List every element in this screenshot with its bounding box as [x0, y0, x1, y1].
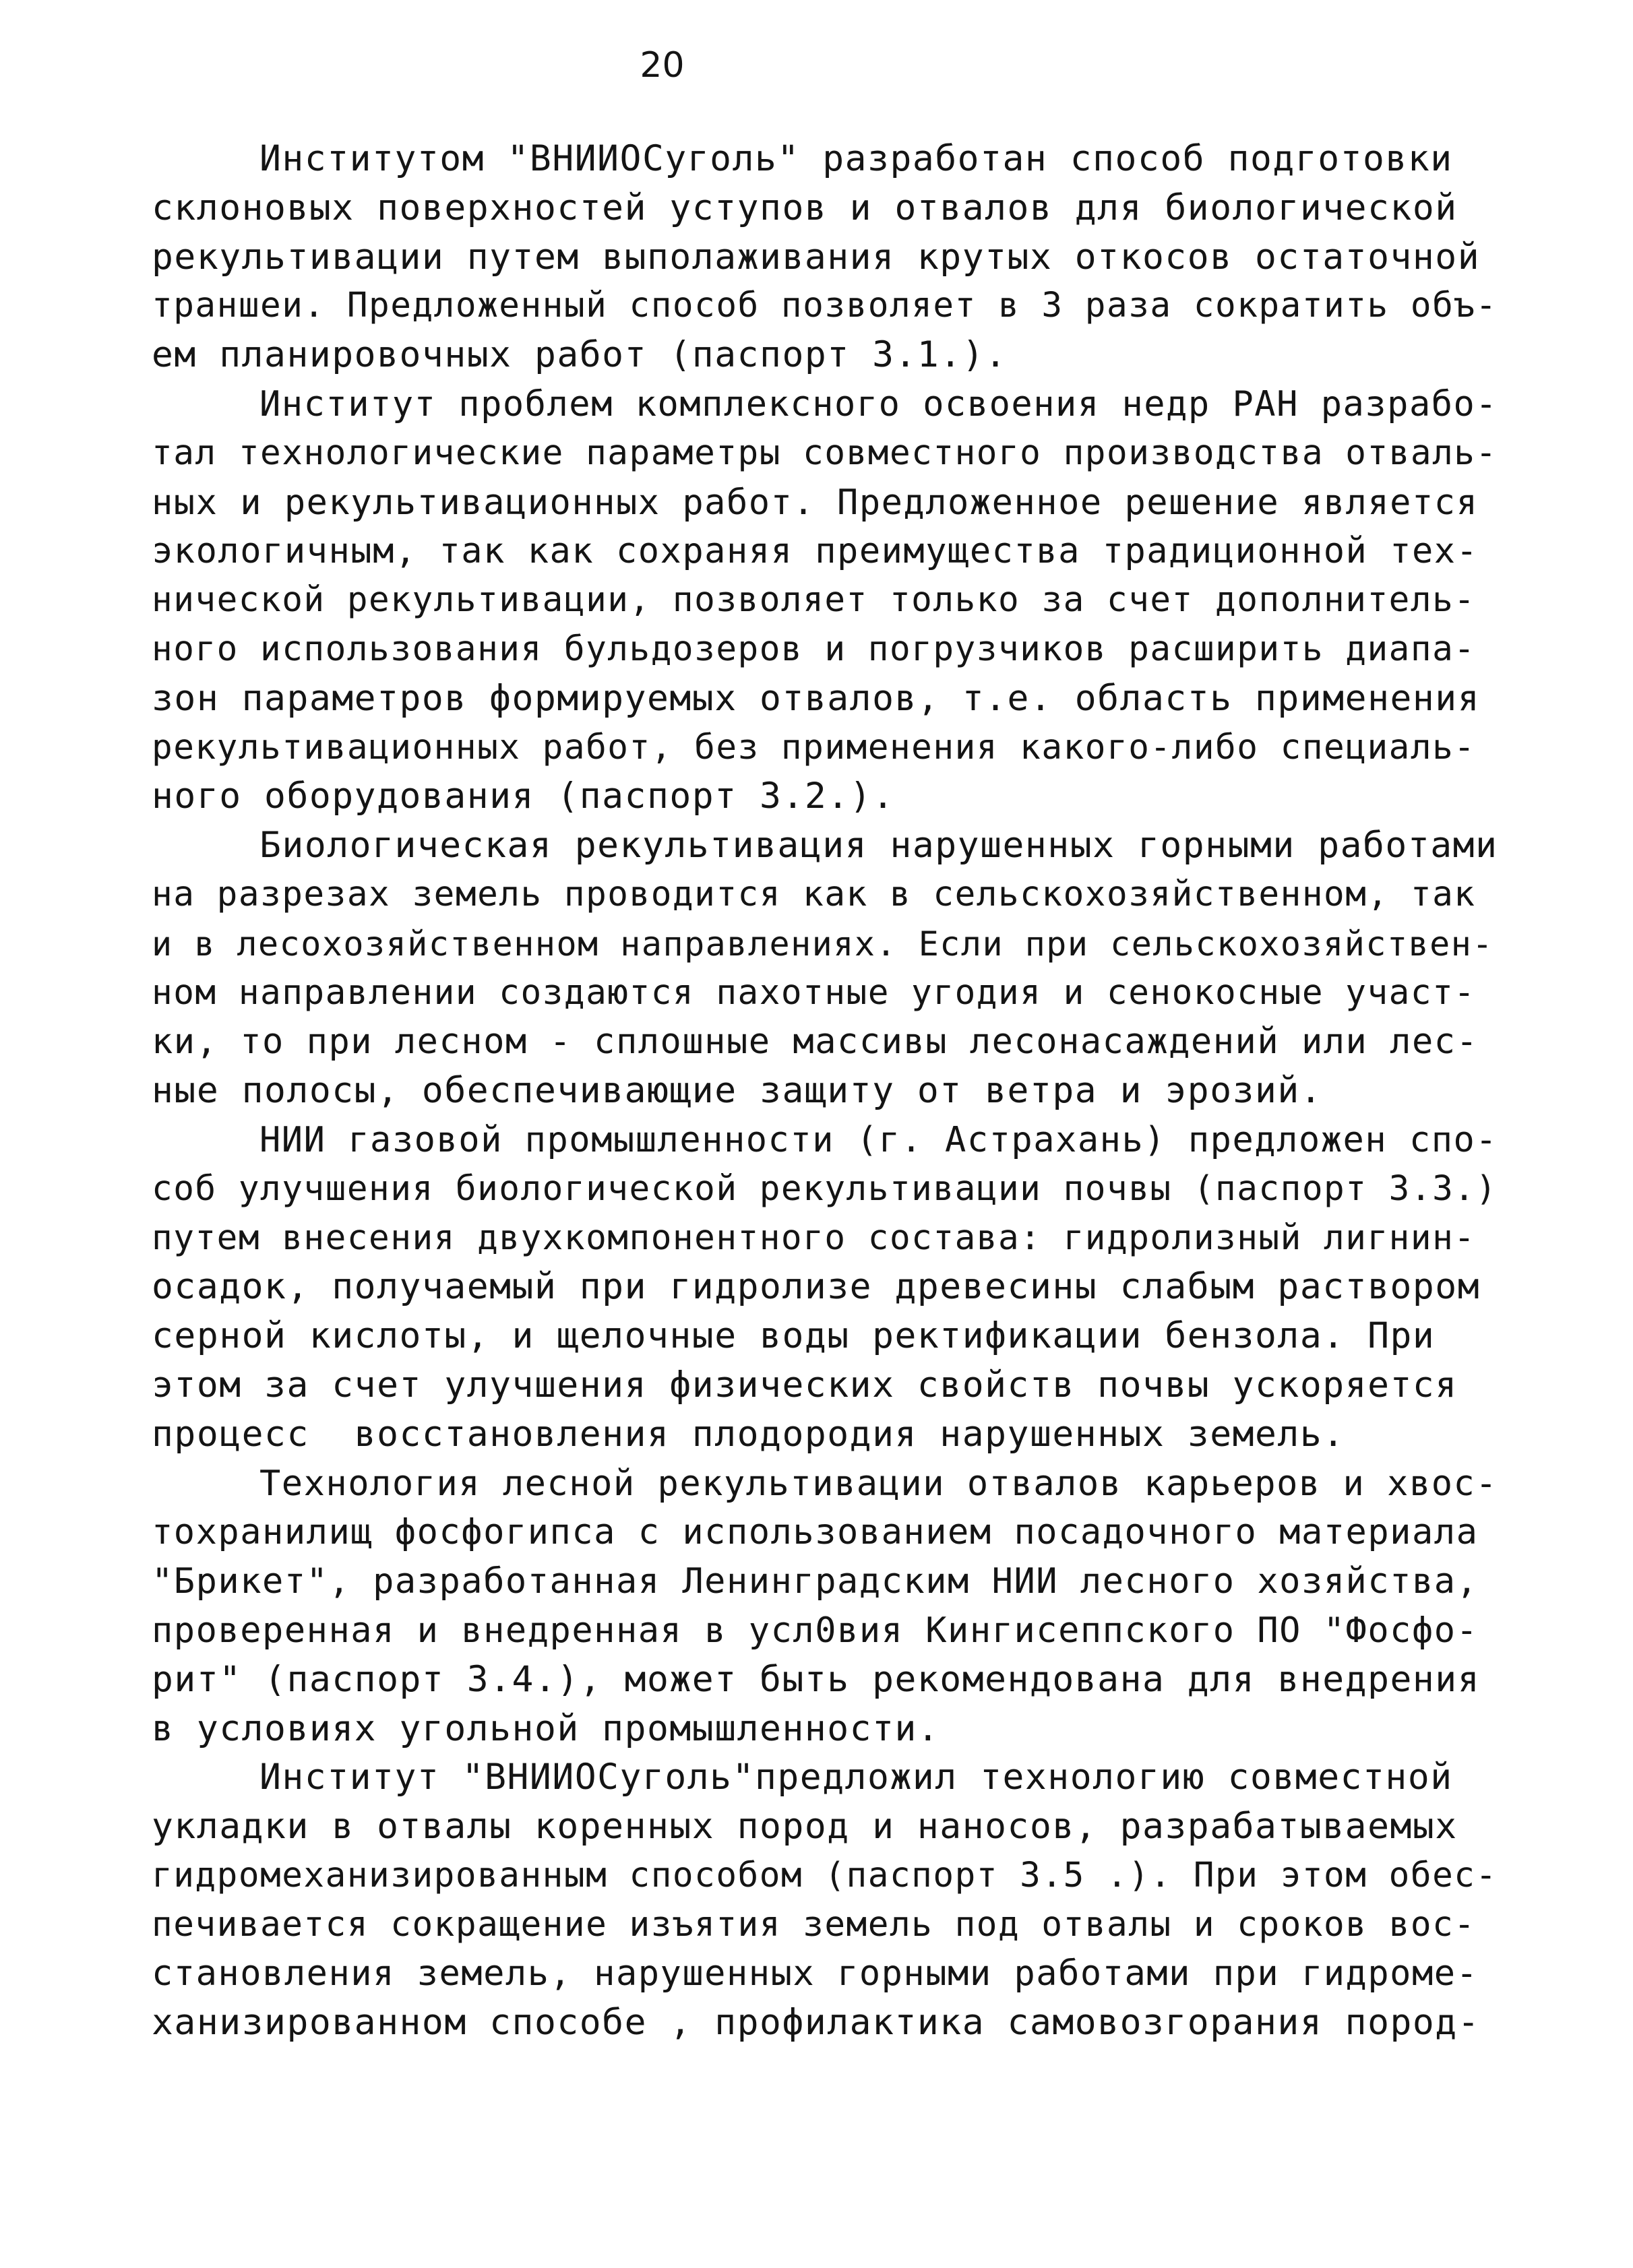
text-line: соб улучшения биологической рекультивации почвы (паспорт 3.3.): [152, 1168, 1498, 1209]
text-line: становления земель, нарушенных горными работами при гидроме-: [152, 1953, 1479, 1994]
text-line: ных и рекультивационных работ. Предложенное решение является: [152, 482, 1479, 523]
text-line: ного оборудования (паспорт 3.2.).: [152, 776, 895, 817]
text-line: тохранилищ фосфогипса с использованием посадочного материала: [152, 1512, 1479, 1553]
paragraph-first-line: Институт проблем комплексного освоения недр РАН разрабо-: [259, 383, 1498, 424]
paragraph-first-line: Технология лесной рекультивации отвалов карьеров и хвос-: [259, 1463, 1498, 1504]
text-line: печивается сокращение изъятия земель под отвалы и сроков вос-: [152, 1904, 1476, 1945]
text-line: ки, то при лесном - сплошные массивы лесонасаждений или лес-: [152, 1021, 1479, 1063]
text-line: путем внесения двухкомпонентного состава: гидролизный лигнин-: [152, 1218, 1476, 1258]
text-line: рит" (паспорт 3.4.), может быть рекомендована для внедрения: [152, 1658, 1481, 1700]
paragraph-first-line: Институтом "ВНИИОСуголь" разработан способ подготовки: [259, 138, 1453, 179]
text-line: рекультивации путем выполаживания крутых откосов остаточной: [152, 236, 1481, 278]
text-line: "Брикет", разработанная Ленинградским НИИ лесного хозяйства,: [152, 1561, 1479, 1602]
text-line: нической рекультивации, позволяет только за счет дополнитель-: [152, 580, 1476, 621]
text-line: тал технологические параметры совместного производства отваль-: [152, 433, 1498, 473]
text-line: проверенная и внедренная в усл0вия Кингисеппского ПО "Фосфо-: [152, 1610, 1479, 1651]
paragraph-first-line: Биологическая рекультивация нарушенных горными работами: [259, 825, 1498, 867]
text-line: траншеи. Предложенный способ позволяет в 3 раза сократить объ-: [152, 286, 1498, 326]
paragraph-first-line: НИИ газовой промышленности (г. Астрахань) предложен спо-: [259, 1119, 1498, 1160]
text-line: зон параметров формируемых отвалов, т.е. область применения: [152, 677, 1481, 719]
text-line: ном направлении создаются пахотные угодия и сенокосные участ-: [152, 972, 1476, 1013]
text-line: ного использования бульдозеров и погрузчиков расширить диапа-: [152, 629, 1476, 669]
text-line: и в лесохозяйственном направлениях. Если при сельскохозяйствен-: [152, 924, 1493, 964]
text-line: укладки в отвалы коренных пород и наносов, разрабатываемых: [152, 1806, 1458, 1848]
text-line: этом за счет улучшения физических свойств почвы ускоряется: [152, 1364, 1458, 1406]
text-line: гидромеханизированным способом (паспорт 3.5 .). При этом обес-: [152, 1855, 1498, 1895]
text-line: ем планировочных работ (паспорт 3.1.).: [152, 334, 1008, 376]
text-line: ные полосы, обеспечивающие защиту от ветра и эрозий.: [152, 1070, 1323, 1112]
text-line: рекультивационных работ, без применения какого-либо специаль-: [152, 727, 1476, 767]
body-text: [152, 135, 1500, 2048]
text-line: в условиях угольной промышленности.: [152, 1707, 940, 1749]
text-line: склоновых поверхностей уступов и отвалов для биологической: [152, 187, 1458, 228]
text-line: процесс восстановления плодородия нарушенных земель.: [152, 1413, 1345, 1455]
paragraph-first-line: Институт "ВНИИОСуголь"предложил технологию совместной: [259, 1757, 1453, 1798]
page-number: 20: [640, 45, 685, 86]
text-line: экологичным, так как сохраняя преимущества традиционной тех-: [152, 531, 1479, 572]
text-line: осадок, получаемый при гидролизе древесины слабым раствором: [152, 1266, 1481, 1308]
text-line: ханизированном способе , профилактика самовозгорания пород-: [152, 2002, 1481, 2044]
text-line: серной кислоты, и щелочные воды ректификации бензола. При: [152, 1315, 1436, 1357]
text-line: на разрезах земель проводится как в сельскохозяйственном, так: [152, 874, 1476, 914]
